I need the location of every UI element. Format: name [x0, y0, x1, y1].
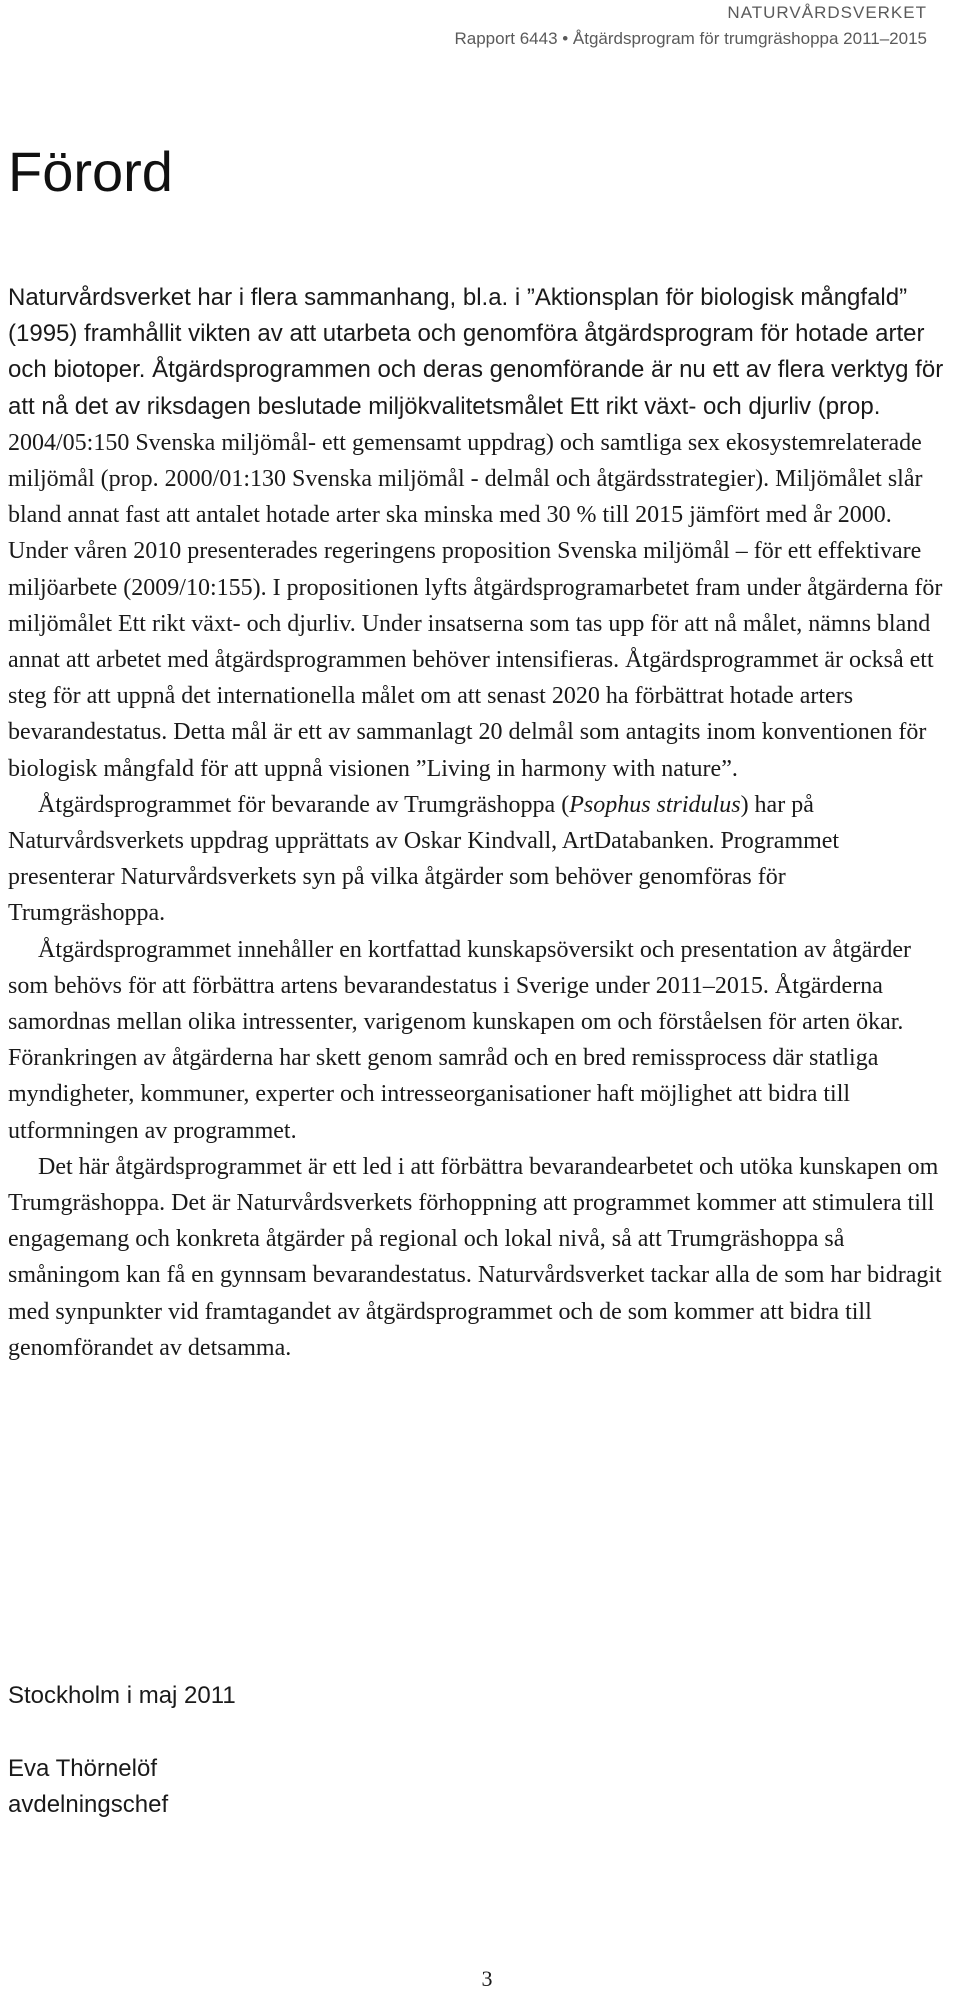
paragraph-3: Åtgärdsprogrammet innehåller en kortfattad kunskapsöversikt och presentation av åtgärder som behövs för att förbättra artens bevarandestatus i Sverige under 2011–2015. Åtgärderna samordnas mellan olika intressenter, varigenom kunskapen om och förståelsen för arten ökar. Förankringen av åtgärderna har skett genom samråd och en bred remissprocess där statliga myndigheter, kommuner, experter och intresseorganisationer haft möjlighet att bidra till utformningen av programmet.	[8, 936, 912, 1144]
paragraph-1	[8, 280, 948, 787]
place-date: Stockholm i maj 2011	[8, 1682, 236, 1709]
paragraph-4: Det här åtgärdsprogrammet är ett led i att förbättra bevarandearbetet och utöka kunskapen om Trumgräshoppa. Det är Naturvårdsverkets förhoppning att programmet kommer att stimulera till engagemang och konkreta åtgärder på regional och lokal nivå, så att Trumgräshoppa så småningom kan få en gynnsam bevarandestatus. Naturvårdsverket tackar alla de som har bidragit med synpunkter vid framtagandet av åtgärdsprogrammet och de som kommer att bidra till genomförandet av detsamma.	[8, 1153, 942, 1361]
signatory-name: Eva Thörnelöf	[8, 1755, 157, 1782]
page-title: Förord	[8, 140, 173, 203]
running-header	[455, 0, 928, 52]
signatory-role: avdelningschef	[8, 1791, 169, 1818]
paragraph-2-before: Åtgärdsprogrammet för bevarande av Trumgräshoppa (	[38, 791, 570, 818]
foreword-body	[8, 280, 948, 1366]
header-report-title: Rapport 6443 • Åtgärdsprogram för trumgräshoppa 2011–2015	[454, 29, 927, 48]
species-name: Psophus stridulus	[569, 791, 741, 818]
header-organization: NATURVÅRDSVERKET	[727, 3, 927, 22]
paragraph-1-rest: 2004/05:150 Svenska miljömål- ett gemensamt uppdrag) och samtliga sex ekosystemrelaterade miljömål (prop. 2000/01:130 Svenska miljömål - delmål och åtgärdsstrategier). Miljömålet slår bland annat fast att antalet hotade arter ska minska med 30 % till 2015 jämfört med år 2000. Under våren 2010 presenterades regeringens proposition Svenska miljömål – för ett effektivare miljöarbete (2009/10:155). I propositionen lyfts åtgärdsprogramarbetet fram under åtgärderna för miljömålet Ett rikt växt- och djurliv. Under insatserna som tas upp för att nå målet, nämns bland annat att arbetet med åtgärdsprogrammen behöver intensifieras. Åtgärdsprogrammet är också ett steg för att uppnå det internationella målet om att senast 2020 ha förbättrat hotade arters bevarandestatus. Detta mål är ett av sammanlagt 20 delmål som antagits inom konventionen för biologisk mångfald för att uppnå visionen ”Living in harmony with nature”.	[8, 429, 943, 782]
paragraph-2-after: ) har på Naturvårdsverkets uppdrag upprättats av Oskar Kindvall, ArtDatabanken. Programmet presenterar Naturvårdsverkets syn på vilka åtgärder som behöver genomföras för Trumgräshoppa.	[8, 791, 840, 927]
signature-block	[8, 1678, 236, 1823]
paragraph-2	[8, 787, 948, 932]
paragraph-1-intro: Naturvårdsverket har i flera sammanhang, bl.a. i ”Aktionsplan för biologisk mångfald” (1995) framhållit vikten av att utarbeta och genomföra åtgärdsprogram för hotade arter och biotoper. Åtgärdsprogrammen och deras genomförande är nu ett av flera verktyg för att nå det av riksdagen beslutade miljökvalitetsmålet Ett rikt växt- och djurliv (prop.	[8, 284, 944, 420]
page-number: 3	[481, 1966, 493, 1991]
